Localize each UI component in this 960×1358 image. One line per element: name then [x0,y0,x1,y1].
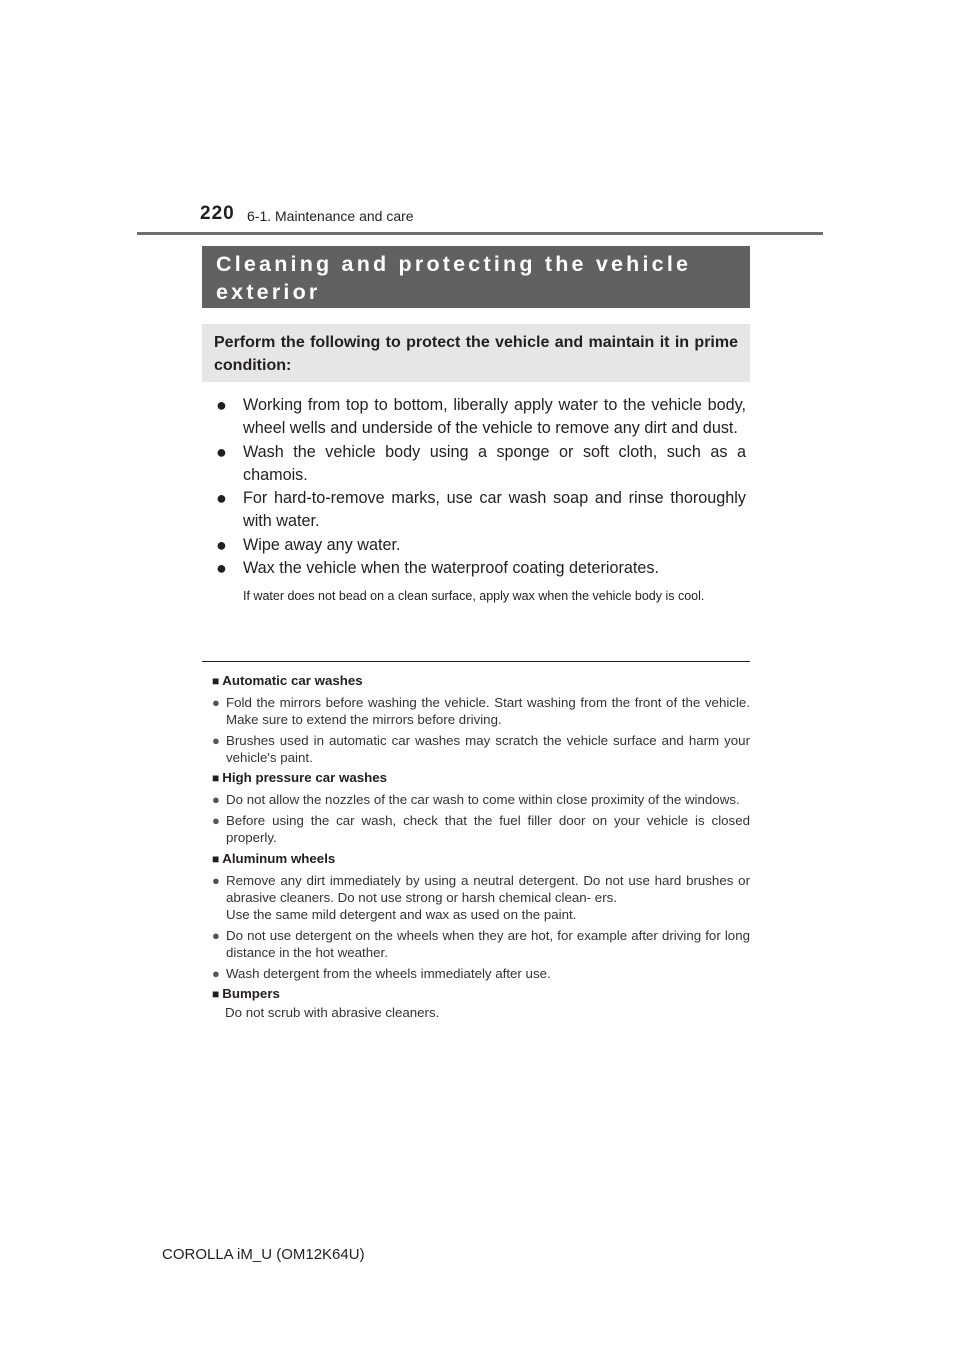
note-heading-automatic: ■ Automatic car washes [212,672,363,688]
list-item: ● Fold the mirrors before washing the vehicle. Start washing from the front of the vehicle. Make sure to extend the mirrors before driving. [212,694,750,727]
bullet-icon: ● [216,534,227,555]
step-text: For hard-to-remove marks, use car wash soap and rinse thoroughly with water. [243,489,746,530]
note-heading-high-pressure: ■ High pressure car washes [212,770,388,785]
list-item [216,557,746,605]
bullet-icon: ● [212,792,220,807]
steps-list [216,394,746,606]
step-note: If water does not bead on a clean surface, apply wax when the vehicle body is cool. [243,589,705,603]
list-item: ● Do not allow the nozzles of the car wash to come within close proximity of the windows. [212,792,740,807]
list-item: ● Before using the car wash, check that the fuel filler door on your vehicle is closed properly. [212,813,750,845]
step-text: Wipe away any water. [243,535,401,554]
list-item: ● Wash detergent from the wheels immediately after use. [212,965,551,981]
list-item: ● Remove any dirt immediately by using a neutral detergent. Do not use hard brushes or abrasive cleaners. Do not use strong or harsh chemical clean- ers. Use the same mild detergent and wax as used on the paint. [212,872,750,922]
intro-box: Perform the following to protect the vehicle and maintain it in prime condition: [202,324,750,382]
note-heading-aluminum: ■ Aluminum wheels [212,850,336,866]
bullet-icon: ● [216,441,227,462]
bullet-icon: ● [212,965,220,981]
note-text: Do not scrub with abrasive cleaners. [225,1005,440,1020]
list-item: ● Brushes used in automatic car washes may scratch the vehicle surface and harm your vehicle's paint. [212,732,750,765]
list-item: ● Do not use detergent on the wheels when they are hot, for example after driving for long distance in the hot weather. [212,927,750,960]
square-bullet-icon: ■ [212,851,220,866]
step-text: Working from top to bottom, liberally apply water to the vehicle body, wheel wells and underside of the vehicle to remove any dirt and dust. [243,396,746,437]
section-reference: 6-1. Maintenance and care [247,208,414,224]
bullet-icon: ● [216,395,227,415]
list-item [216,487,746,533]
page-title: Cleaning and protecting the vehicle exterior [202,246,750,308]
notes-section [212,668,750,1021]
bullet-icon: ● [212,694,220,710]
bullet-icon: ● [216,558,227,578]
bullet-icon: ● [212,732,220,748]
list-item [216,534,746,557]
note-heading-bumpers: ■ Bumpers [212,986,280,1001]
bullet-icon: ● [216,488,227,508]
bullet-icon: ● [212,927,220,943]
footer-model: COROLLA iM_U (OM12K64U) [162,1246,365,1263]
list-item [216,441,746,487]
bullet-icon: ● [212,872,220,888]
square-bullet-icon: ■ [212,771,220,785]
step-text: Wash the vehicle body using a sponge or soft cloth, such as a chamois. [243,442,746,484]
square-bullet-icon: ■ [212,673,220,688]
square-bullet-icon: ■ [212,987,220,1001]
header-rule [137,232,823,235]
section-divider [202,661,750,662]
page-number: 220 [200,203,235,224]
bullet-icon: ● [212,813,220,828]
step-text: Wax the vehicle when the waterproof coating deteriorates. [243,559,660,577]
list-item [216,394,746,440]
